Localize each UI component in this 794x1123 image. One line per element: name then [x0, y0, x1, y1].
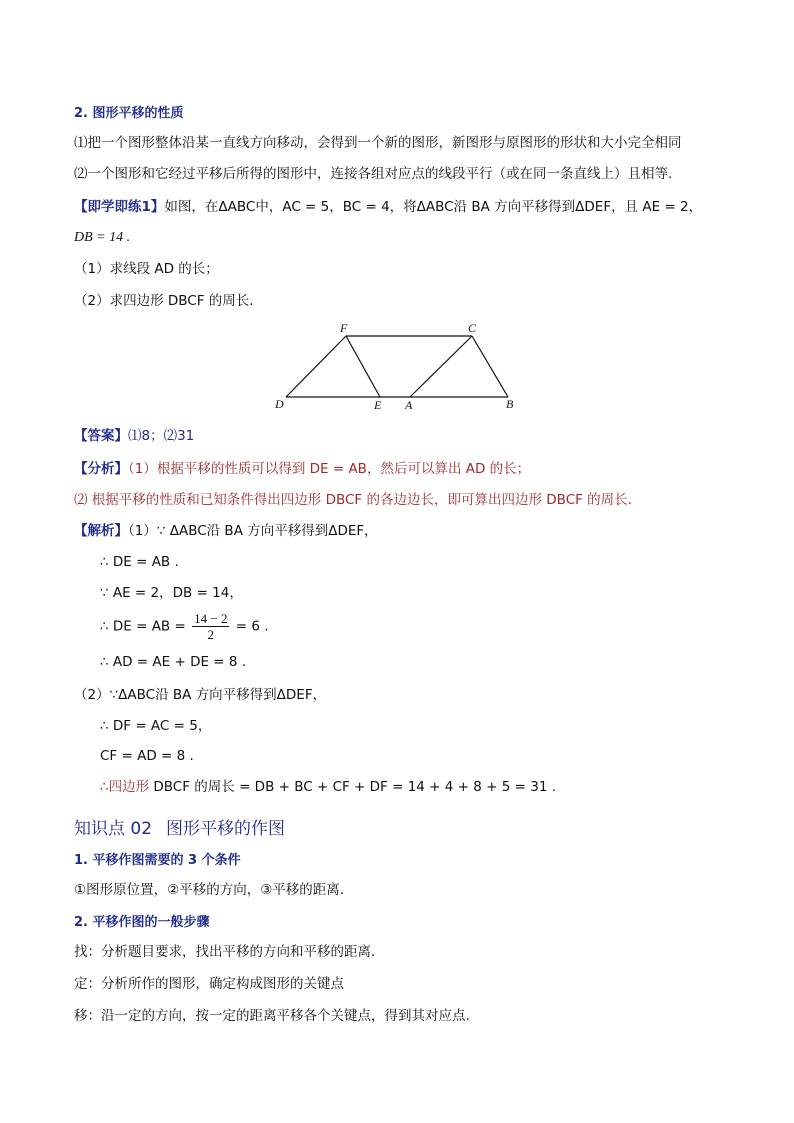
translation-figure: [260, 318, 530, 414]
solution-step-3: ∵ AE = 2，DB = 14，: [100, 585, 243, 601]
analysis-tag: 【分析】: [74, 461, 128, 477]
knowledge-point-label: 知识点 02: [74, 819, 153, 839]
question-2: （2）求四边形 DBCF 的周长.: [74, 293, 254, 309]
property-1: ⑴把一个图形整体沿某一直线方向移动，会得到一个新的图形，新图形与原图形的形状和大小完全相同: [74, 135, 682, 151]
label-B: B: [506, 397, 514, 411]
segment-CB: [472, 336, 508, 397]
label-F: F: [340, 321, 348, 335]
fraction: [192, 611, 229, 642]
step-find: 找：分析题目要求，找出平移的方向和平移的距离.: [74, 944, 376, 960]
solution-step-6: （2）∵ΔABC沿 BA 方向平移得到ΔDEF，: [74, 687, 327, 703]
analysis-line-2: ⑵ 根据平移的性质和已知条件得出四边形 DBCF 的各边边长，即可算出四边形 DBCF 的周长.: [74, 492, 632, 508]
exercise-line-1: [74, 197, 702, 217]
analysis-text-1: （1）根据平移的性质可以得到 DE = AB，然后可以算出 AD 的长；: [128, 461, 531, 477]
answer-line: [74, 426, 194, 446]
conditions-heading: 1. 平移作图需要的 3 个条件: [74, 853, 241, 868]
analysis-line-1: [74, 459, 530, 479]
knowledge-point-heading: [74, 814, 285, 839]
conditions-text: ①图形原位置，②平移的方向，③平移的距离.: [74, 882, 345, 898]
segment-AC: [410, 336, 472, 397]
solution-step-4-right: = 6 .: [235, 618, 269, 635]
label-A: A: [405, 398, 413, 412]
fraction-denominator: 2: [207, 627, 215, 642]
solution-step-8: CF = AD = 8 .: [100, 748, 194, 764]
exercise-tag: 【即学即练1】: [74, 199, 165, 215]
exercise-line-2: DB = 14 .: [74, 230, 131, 245]
solution-step-4: [100, 611, 269, 642]
question-1: （1）求线段 AD 的长；: [74, 261, 219, 277]
solution-step-2: ∴ DE = AB .: [100, 554, 179, 570]
solution-step-9-prefix: ∴四边形: [100, 779, 150, 795]
solution-step-9: [100, 777, 556, 797]
section-heading-properties: 2. 图形平移的性质: [74, 106, 184, 121]
knowledge-point-title: 图形平移的作图: [166, 819, 286, 839]
step-fix: 定：分析所作的图形，确定构成图形的关键点: [74, 976, 344, 992]
solution-step-7: ∴ DF = AC = 5，: [100, 718, 212, 734]
steps-heading: 2. 平移作图的一般步骤: [74, 915, 210, 930]
solution-step-5: ∴ AD = AE + DE = 8 .: [100, 654, 247, 670]
property-2: ⑵一个图形和它经过平移后所得的图形中，连接各组对应点的线段平行（或在同一条直线上）且相等.: [74, 166, 673, 182]
fraction-numerator: 14 − 2: [194, 611, 228, 626]
step-move: 移：沿一定的方向，按一定的距离平移各个关键点，得到其对应点.: [74, 1008, 470, 1024]
solution-text-1: （1）∵ ΔABC沿 BA 方向平移得到ΔDEF，: [128, 523, 378, 539]
label-D: D: [275, 397, 284, 411]
answer-tag: 【答案】: [74, 428, 128, 444]
solution-line-1: [74, 521, 378, 541]
exercise-text-1: 如图，在ΔABC中，AC = 5，BC = 4，将ΔABC沿 BA 方向平移得到ΔDEF，且 AE = 2，: [164, 199, 703, 215]
segment-FE: [346, 336, 380, 397]
solution-tag: 【解析】: [74, 523, 128, 539]
segment-DF: [286, 336, 346, 397]
answer-text: ⑴8；⑵31: [128, 428, 195, 444]
solution-step-9-rest: DBCF 的周长 = DB + BC + CF + DF = 14 + 4 + 8 + 5 = 31 .: [149, 779, 556, 795]
label-E: E: [374, 398, 382, 412]
label-C: C: [468, 321, 477, 335]
solution-step-4-left: ∴ DE = AB =: [100, 618, 186, 635]
